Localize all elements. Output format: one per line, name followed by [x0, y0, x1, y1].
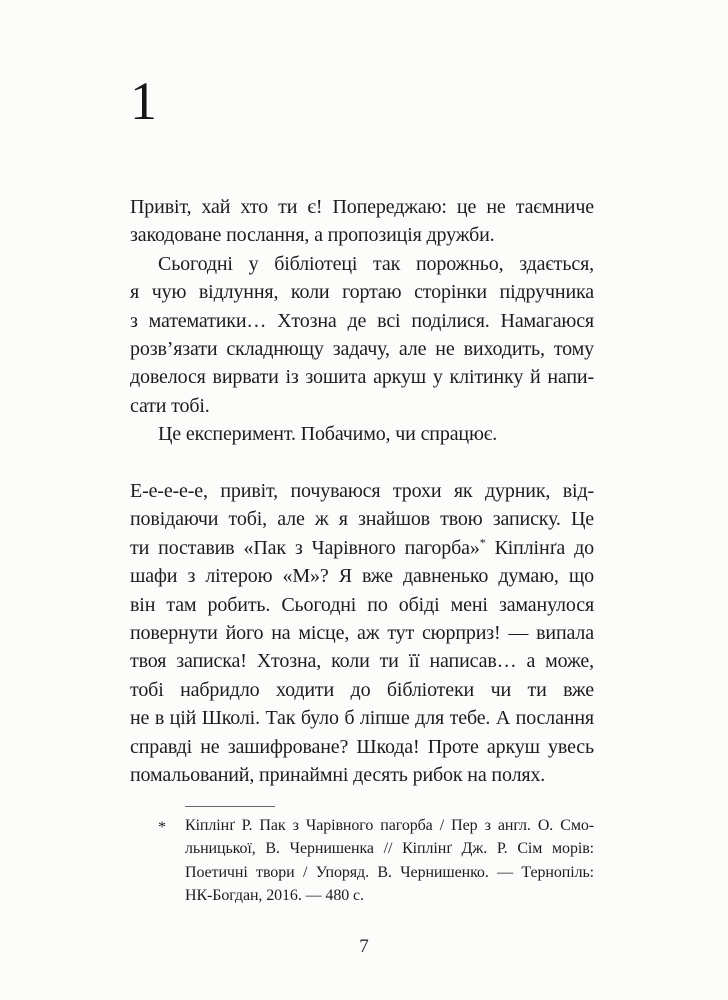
footnote-line: Поетичні твори / Упоряд. В. Чернишенко. — Тернопіль: — [185, 863, 594, 881]
body-line: довелося вирвати із зошита аркуш у клітинку й напи- — [130, 366, 594, 389]
footnote-line: Кіплінґ Р. Пак з Чарівного пагорба / Пер з англ. О. Смо- — [185, 817, 594, 834]
body-text — [130, 193, 594, 790]
body-line-text: ти поставив «Пак з Чарівного пагорба» — [130, 536, 480, 559]
footnote-reference-mark: * — [479, 535, 486, 550]
body-line: тобі набридло ходити до бібліотеки чи ти вже — [130, 678, 594, 701]
chapter-number: 1 — [130, 71, 157, 131]
body-line: помальований, принаймні десять рибок на полях. — [130, 764, 546, 787]
body-line: твоя записка! Хтозна, коли ти її написав… а може, — [130, 650, 594, 673]
body-line: справді не зашифроване? Шкода! Проте аркуш увесь — [130, 735, 594, 758]
body-line: розв’язати складнющу задачу, але не виходить, тому — [130, 338, 594, 361]
paragraph — [130, 420, 594, 448]
footnote-line: льницької, В. Чернишенка // Кіплінґ Дж. Р. Сім морів: — [185, 840, 594, 858]
body-line: Е-е-е-е-е, привіт, почуваюся трохи як дурник, від- — [130, 480, 594, 503]
body-line: з математики… Хтозна де всі поділися. Намагаюся — [130, 309, 594, 332]
paragraph — [130, 477, 594, 789]
body-line: Привіт, хай хто ти є! Попереджаю: це не таємниче — [130, 196, 594, 218]
body-line: закодоване послання, а пропозиція дружби. — [130, 224, 495, 247]
body-line: сати тобі. — [130, 394, 210, 417]
paragraph — [130, 250, 594, 420]
footnote-marker: * — [158, 819, 166, 836]
paragraph — [130, 193, 594, 250]
body-line: шафи з літерою «М»? Я вже давненько думаю, що — [130, 565, 594, 588]
body-line: не в цій Школі. Так було б ліпше для тебе. А послання — [130, 707, 594, 730]
body-line: Сьогодні у бібліотеці так порожньо, здається, — [158, 252, 594, 275]
body-line: Це експеримент. Побачимо, чи спрацює. — [158, 423, 498, 446]
footnote-line: НК-Богдан, 2016. — 480 с. — [185, 886, 364, 904]
body-line-text: Кіплінґа до — [485, 536, 594, 559]
page-number: 7 — [359, 936, 369, 957]
body-line: я чую відлуння, коли гортаю сторінки підручника — [130, 281, 594, 304]
body-line — [130, 534, 594, 562]
body-line: повідаючи тобі, але ж я знайшов твою записку. Це — [130, 508, 594, 531]
body-line: повернути його на місце, аж тут сюрприз! — випала — [130, 622, 594, 645]
body-line: він там робить. Сьогодні по обіді мені заманулося — [130, 593, 594, 616]
footnote — [158, 806, 594, 907]
footnote-rule — [185, 806, 275, 807]
